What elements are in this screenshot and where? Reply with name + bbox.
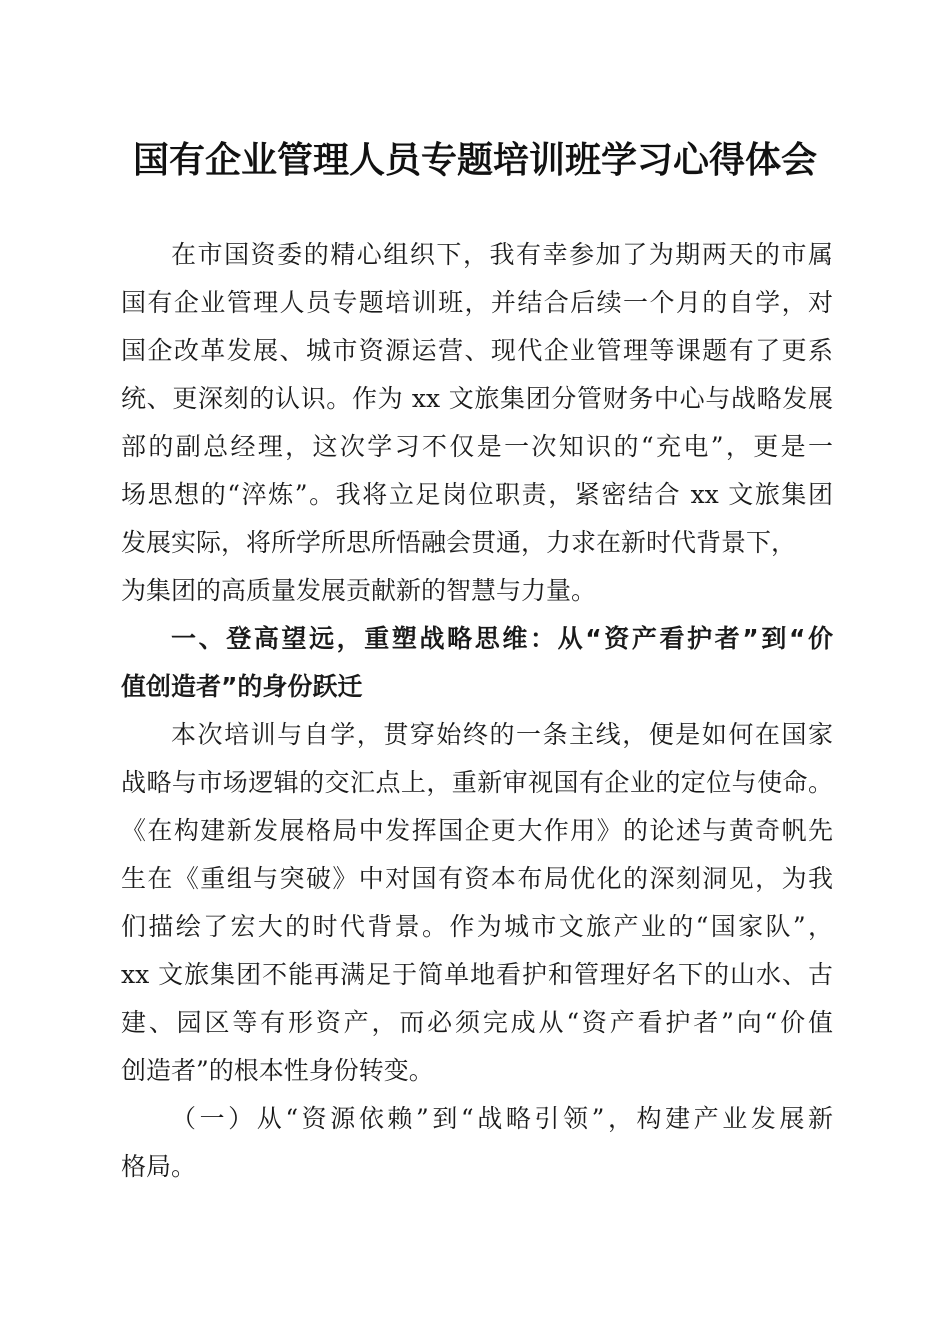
paragraph-line: 战略与市场逻辑的交汇点上，重新审视国有企业的定位与使命。 (121, 768, 833, 797)
subsection-heading-line: （一）从“资源依赖”到“战略引领”，构建产业发展新 (171, 1104, 833, 1133)
paragraph-line: 建、园区等有形资产，而必须完成从“资产看护者”向“价值 (121, 1008, 833, 1037)
paragraph-line: 在市国资委的精心组织下，我有幸参加了为期两天的市属 (171, 240, 833, 269)
section-heading-line: 一、登高望远，重塑战略思维：从“资产看护者”到“价 (171, 624, 833, 653)
paragraph-line: xx 文旅集团不能再满足于简单地看护和管理好名下的山水、古 (121, 960, 833, 989)
document-title: 国有企业管理人员专题培训班学习心得体会 (132, 139, 817, 181)
paragraph-line: 为集团的高质量发展贡献新的智慧与力量。 (121, 576, 597, 605)
paragraph-line: 场思想的“淬炼”。我将立足岗位职责，紧密结合 xx 文旅集团 (121, 480, 833, 509)
paragraph-line: 们描绘了宏大的时代背景。作为城市文旅产业的“国家队”， (121, 912, 833, 941)
paragraph-line: 生在《重组与突破》中对国有资本布局优化的深刻洞见，为我 (121, 864, 833, 893)
paragraph-line: 本次培训与自学，贯穿始终的一条主线，便是如何在国家 (171, 720, 833, 749)
section-heading-line: 值创造者”的身份跃迁 (121, 672, 363, 701)
paragraph-line: 国企改革发展、城市资源运营、现代企业管理等课题有了更系 (121, 336, 833, 365)
subsection-heading-line: 格局。 (121, 1152, 197, 1181)
paragraph-line: 《在构建新发展格局中发挥国企更大作用》的论述与黄奇帆先 (121, 816, 833, 845)
paragraph-line: 发展实际，将所学所思所悟融会贯通，力求在新时代背景下， (121, 528, 797, 557)
paragraph-line: 部的副总经理，这次学习不仅是一次知识的“充电”，更是一 (121, 432, 833, 461)
paragraph-line: 国有企业管理人员专题培训班，并结合后续一个月的自学，对 (121, 288, 833, 317)
paragraph-line: 创造者”的根本性身份转变。 (121, 1056, 434, 1085)
paragraph-line: 统、更深刻的认识。作为 xx 文旅集团分管财务中心与战略发展 (121, 384, 833, 413)
